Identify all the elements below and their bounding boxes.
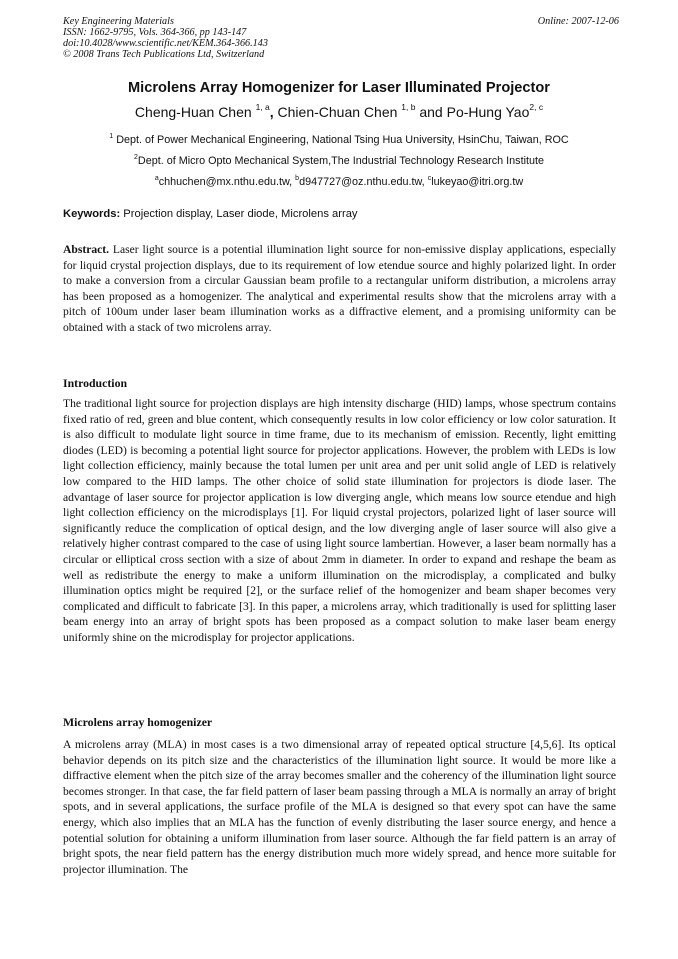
keywords bbox=[63, 208, 619, 220]
keywords-text: Projection display, Laser diode, Microlens array bbox=[120, 208, 358, 220]
author-affil-mark: 2, c bbox=[529, 102, 544, 112]
author-separator: , bbox=[269, 104, 274, 120]
affil-number: 1 bbox=[109, 133, 114, 140]
email-mark: b bbox=[295, 175, 300, 182]
author-affil-mark: 1, b bbox=[401, 102, 416, 112]
abstract-text: Laser light source is a potential illumination light source for non-emissive display applications, especially for liquid crystal projection displays, due to its requirement of low etendue source and highly polarized light. In order to make a conversion from a circular Gaussian beam profile to a rectangular uniform distribution, a microlens array has been proposed as a homogenizer. The analytical and experimental results show that the microlens array with a pitch of 100um under laser beam illumination works as a diffractive element, and a promising uniformity can be obtained with a stack of two microlens array. bbox=[63, 243, 616, 334]
email[interactable]: chhuchen@mx.nthu.edu.tw, bbox=[158, 176, 296, 188]
affil-text: Dept. of Power Mechanical Engineering, National Tsing Hua University, HsinChu, Taiwan, ROC bbox=[113, 134, 569, 146]
doi-line: doi:10.4028/www.scientific.net/KEM.364-366.143 bbox=[63, 38, 268, 49]
email[interactable]: d947727@oz.nthu.edu.tw, bbox=[299, 176, 428, 188]
section-heading-mla: Microlens array homogenizer bbox=[63, 715, 213, 729]
paper-title: Microlens Array Homogenizer for Laser Illuminated Projector bbox=[128, 80, 550, 96]
copyright-line: © 2008 Trans Tech Publications Ltd, Switzerland bbox=[63, 49, 265, 60]
author-affil-mark: 1, a bbox=[255, 102, 270, 112]
issn-line: ISSN: 1662-9795, Vols. 364-366, pp 143-147 bbox=[63, 27, 247, 38]
affiliation-2 bbox=[0, 154, 678, 167]
journal-header bbox=[63, 16, 619, 60]
abstract-label: Abstract. bbox=[63, 243, 110, 256]
abstract bbox=[63, 242, 616, 336]
email-mark: a bbox=[154, 175, 159, 182]
mla-paragraph: A microlens array (MLA) in most cases is a two dimensional array of repeated optical structure [4,5,6]. Its optical behavior depends on its pitch size and the characteristics of the illumination light source. It would be more like a diffractive element when the pitch size of the array becomes smaller and the coherency of the illumination light source becomes stronger. In that case, the far field pattern of laser beam passing through a MLA is normally an array of bright spots, and in several applications, the surface profile of the MLA is designed so that every spot can have the same energy, which also implies that an MLA has the function of evenly distributing the laser source energy, and hence a potential solution for obtaining a uniform illumination from laser source. Although the far field pattern is an array of bright spots, the near field pattern has the energy distribution much more widely spread, and hence more suitable for projector illumination. The bbox=[63, 738, 616, 876]
affil-text: Dept. of Micro Opto Mechanical System,The Industrial Technology Research Institute bbox=[137, 155, 544, 167]
author-list bbox=[0, 102, 678, 120]
journal-name: Key Engineering Materials bbox=[63, 16, 174, 27]
email-list bbox=[0, 175, 678, 188]
email[interactable]: lukeyao@itri.org.tw bbox=[431, 176, 524, 188]
online-date: Online: 2007-12-06 bbox=[537, 16, 619, 27]
author-name: and Po-Hung Yao bbox=[415, 104, 530, 120]
section-heading-introduction: Introduction bbox=[63, 376, 128, 390]
email-mark: c bbox=[427, 175, 432, 182]
author-name: Chien-Chuan Chen bbox=[273, 104, 398, 120]
introduction-paragraph: The traditional light source for projection displays are high intensity discharge (HID) lamps, whose spectrum contains fixed ratio of red, green and blue content, which consequently results in low color efficiency or low color saturation. It is also difficult to modulate light source in time frame, due to its mechanism of emission. Recently, light emitting diodes (LED) is becoming a potential light source for projector applications. However, the problem with LEDs is low light collection efficiency, mainly because the total lumen per unit area and per unit solid angle of LED is relatively low compared to the HID lamps. The other choice of solid state illumination for projectors is diode laser. The advantage of laser source for projector application is low diverging angle, which means low source etendue and high light collection efficiency on the microdisplays [1]. For liquid crystal projectors, polarized light of laser source will significantly reduce the complication of optical design, and the low diverging angle of laser source will also give a relatively higher contrast compared to the case of using light source lambertian. However, a laser beam normally has a circular or elliptical cross section with a size of about 2mm in diameter. In order to expand and reshape the beam as well as redistribute the energy to make a uniform illumination on the microdisplay, a complicated and bulky illumination optics might be required [2], or the surface relief of the homogenizer and beam shaper becomes very complicated and difficult to fabricate [3]. In this paper, a microlens array, which traditionally is used for splitting laser beam energy into an array of bright spots has been proposed as a compact solution to make laser beam energy uniformly shine on the microdisplay for projector applications. bbox=[63, 397, 616, 644]
keywords-label: Keywords: bbox=[63, 208, 121, 220]
affil-number: 2 bbox=[134, 154, 138, 161]
affiliation-1 bbox=[0, 133, 678, 146]
author-name: Cheng-Huan Chen bbox=[134, 104, 252, 120]
